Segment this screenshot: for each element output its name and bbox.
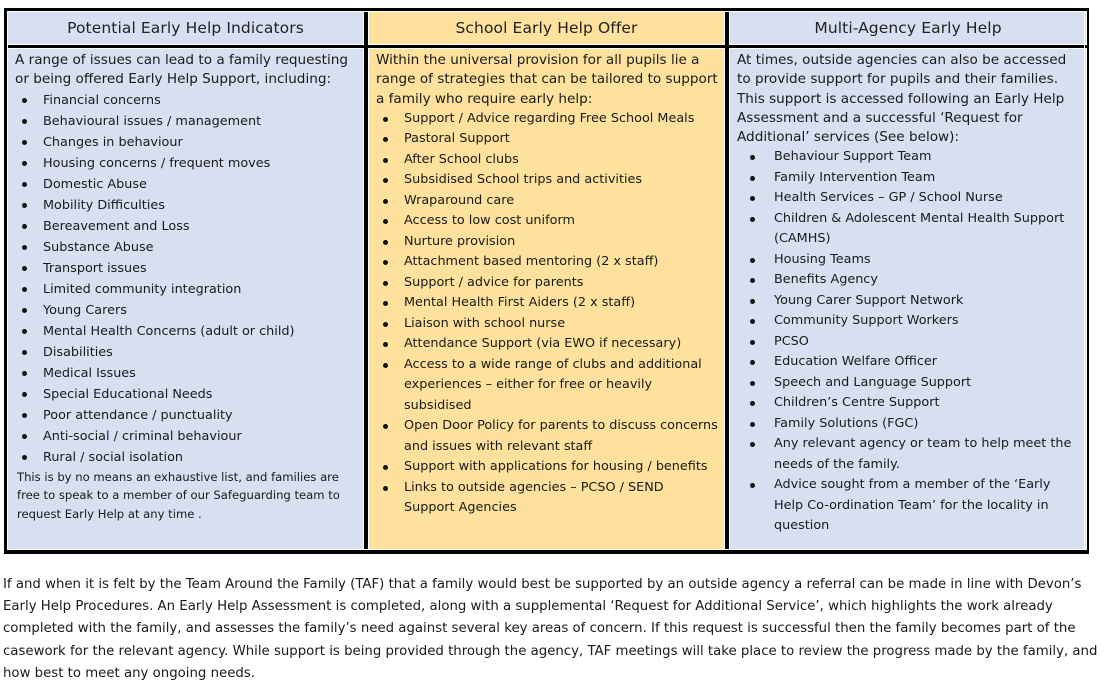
list-item: Substance Abuse	[15, 237, 357, 258]
list-item: Medical Issues	[15, 363, 357, 384]
list-item: Mobility Difficulties	[15, 195, 357, 216]
list-item: Benefits Agency	[737, 270, 1080, 291]
column-title: Multi-Agency Early Help	[814, 19, 1002, 37]
list-item: Domestic Abuse	[15, 174, 357, 195]
list-item: Bereavement and Loss	[15, 216, 357, 237]
list-item: Behaviour Support Team	[737, 147, 1080, 168]
list-item: Attendance Support (via EWO if necessary)	[376, 334, 718, 355]
list-item: Access to low cost uniform	[376, 211, 718, 232]
list-item: Family Intervention Team	[737, 168, 1080, 189]
list-item: Nurture provision	[376, 232, 718, 253]
list-item: Education Welfare Officer	[737, 352, 1080, 373]
list-item: Rural / social isolation	[15, 447, 357, 468]
early-help-table	[4, 8, 1089, 554]
school-offer-list	[376, 109, 718, 519]
taf-referral-paragraph: If and when it is felt by the Team Around the Family (TAF) that a family would best be supported by an outside agency a referral can be made in line with Devon’s Early Help Procedures. An Early Help Assessment is completed, along with a supplemental ‘Request for Additional Service’, which highlights the work already completed with the family, and assesses the family’s need against several key areas of concern. If this request is successful then the family becomes part of the casework for the relevant agency. While support is being provided through the agency, TAF meetings will take place to review the progress made by the family, and how best to meet any ongoing needs.	[3, 577, 1098, 681]
list-item: Family Solutions (FGC)	[737, 414, 1080, 435]
list-item: Any relevant agency or team to help meet the needs of the family.	[737, 434, 1080, 475]
list-item: Health Services – GP / School Nurse	[737, 188, 1080, 209]
list-item: Anti-social / criminal behaviour	[15, 426, 357, 447]
list-item: Young Carers	[15, 300, 357, 321]
list-item: Changes in behaviour	[15, 132, 357, 153]
list-item: Special Educational Needs	[15, 384, 357, 405]
list-item: Housing concerns / frequent moves	[15, 153, 357, 174]
list-item: Liaison with school nurse	[376, 314, 718, 335]
column-intro: A range of issues can lead to a family requesting or being offered Early Help Support, including:	[15, 52, 348, 88]
column-intro: Within the universal provision for all pupils lie a range of strategies that can be tailored to support a family who require early help:	[376, 52, 718, 107]
list-item: Access to a wide range of clubs and additional experiences – either for free or heavily subsidised	[376, 355, 718, 417]
list-item: Speech and Language Support	[737, 373, 1080, 394]
list-item: After School clubs	[376, 150, 718, 171]
list-item: Open Door Policy for parents to discuss concerns and issues with relevant staff	[376, 416, 718, 457]
list-item: Mental Health Concerns (adult or child)	[15, 321, 357, 342]
header-multi-agency	[729, 11, 1087, 45]
list-item: Transport issues	[15, 258, 357, 279]
multi-agency-cell	[729, 48, 1087, 550]
list-item: Subsidised School trips and activities	[376, 170, 718, 191]
column-title: School Early Help Offer	[455, 19, 638, 37]
exhaustive-list-note: This is by no means an exhaustive list, and families are free to speak to a member of our Safeguarding team to request Early Help at any time .	[17, 469, 340, 521]
column-title: Potential Early Help Indicators	[67, 19, 304, 37]
list-item: Community Support Workers	[737, 311, 1080, 332]
list-item: Financial concerns	[15, 90, 357, 111]
list-item: Housing Teams	[737, 250, 1080, 271]
list-item: Behavioural issues / management	[15, 111, 357, 132]
list-item: Links to outside agencies – PCSO / SEND Support Agencies	[376, 478, 718, 519]
list-item: Children’s Centre Support	[737, 393, 1080, 414]
list-item: Poor attendance / punctuality	[15, 405, 357, 426]
header-school-offer	[368, 11, 725, 45]
list-item: Support / Advice regarding Free School Meals	[376, 109, 718, 130]
list-item: Wraparound care	[376, 191, 718, 212]
list-item: Children & Adolescent Mental Health Support (CAMHS)	[737, 209, 1080, 250]
list-item: Support / advice for parents	[376, 273, 718, 294]
list-item: Limited community integration	[15, 279, 357, 300]
list-item: Mental Health First Aiders (2 x staff)	[376, 293, 718, 314]
list-item: Attachment based mentoring (2 x staff)	[376, 252, 718, 273]
list-item: Young Carer Support Network	[737, 291, 1080, 312]
header-potential-indicators	[7, 11, 364, 45]
list-item: Disabilities	[15, 342, 357, 363]
list-item: PCSO	[737, 332, 1080, 353]
multi-agency-list	[737, 147, 1080, 537]
list-item: Pastoral Support	[376, 129, 718, 150]
list-item: Advice sought from a member of the ‘Early Help Co-ordination Team’ for the locality in question	[737, 475, 1080, 537]
column-intro: At times, outside agencies can also be accessed to provide support for pupils and their families. This support is accessed following an Early Help Assessment and a successful ‘Request for Additional’ services (See below):	[737, 52, 1067, 146]
list-item: Support with applications for housing / benefits	[376, 457, 718, 478]
early-help-grid	[7, 11, 1085, 550]
indicators-list	[15, 90, 357, 468]
potential-indicators-cell	[7, 48, 364, 550]
school-offer-cell	[368, 48, 725, 550]
